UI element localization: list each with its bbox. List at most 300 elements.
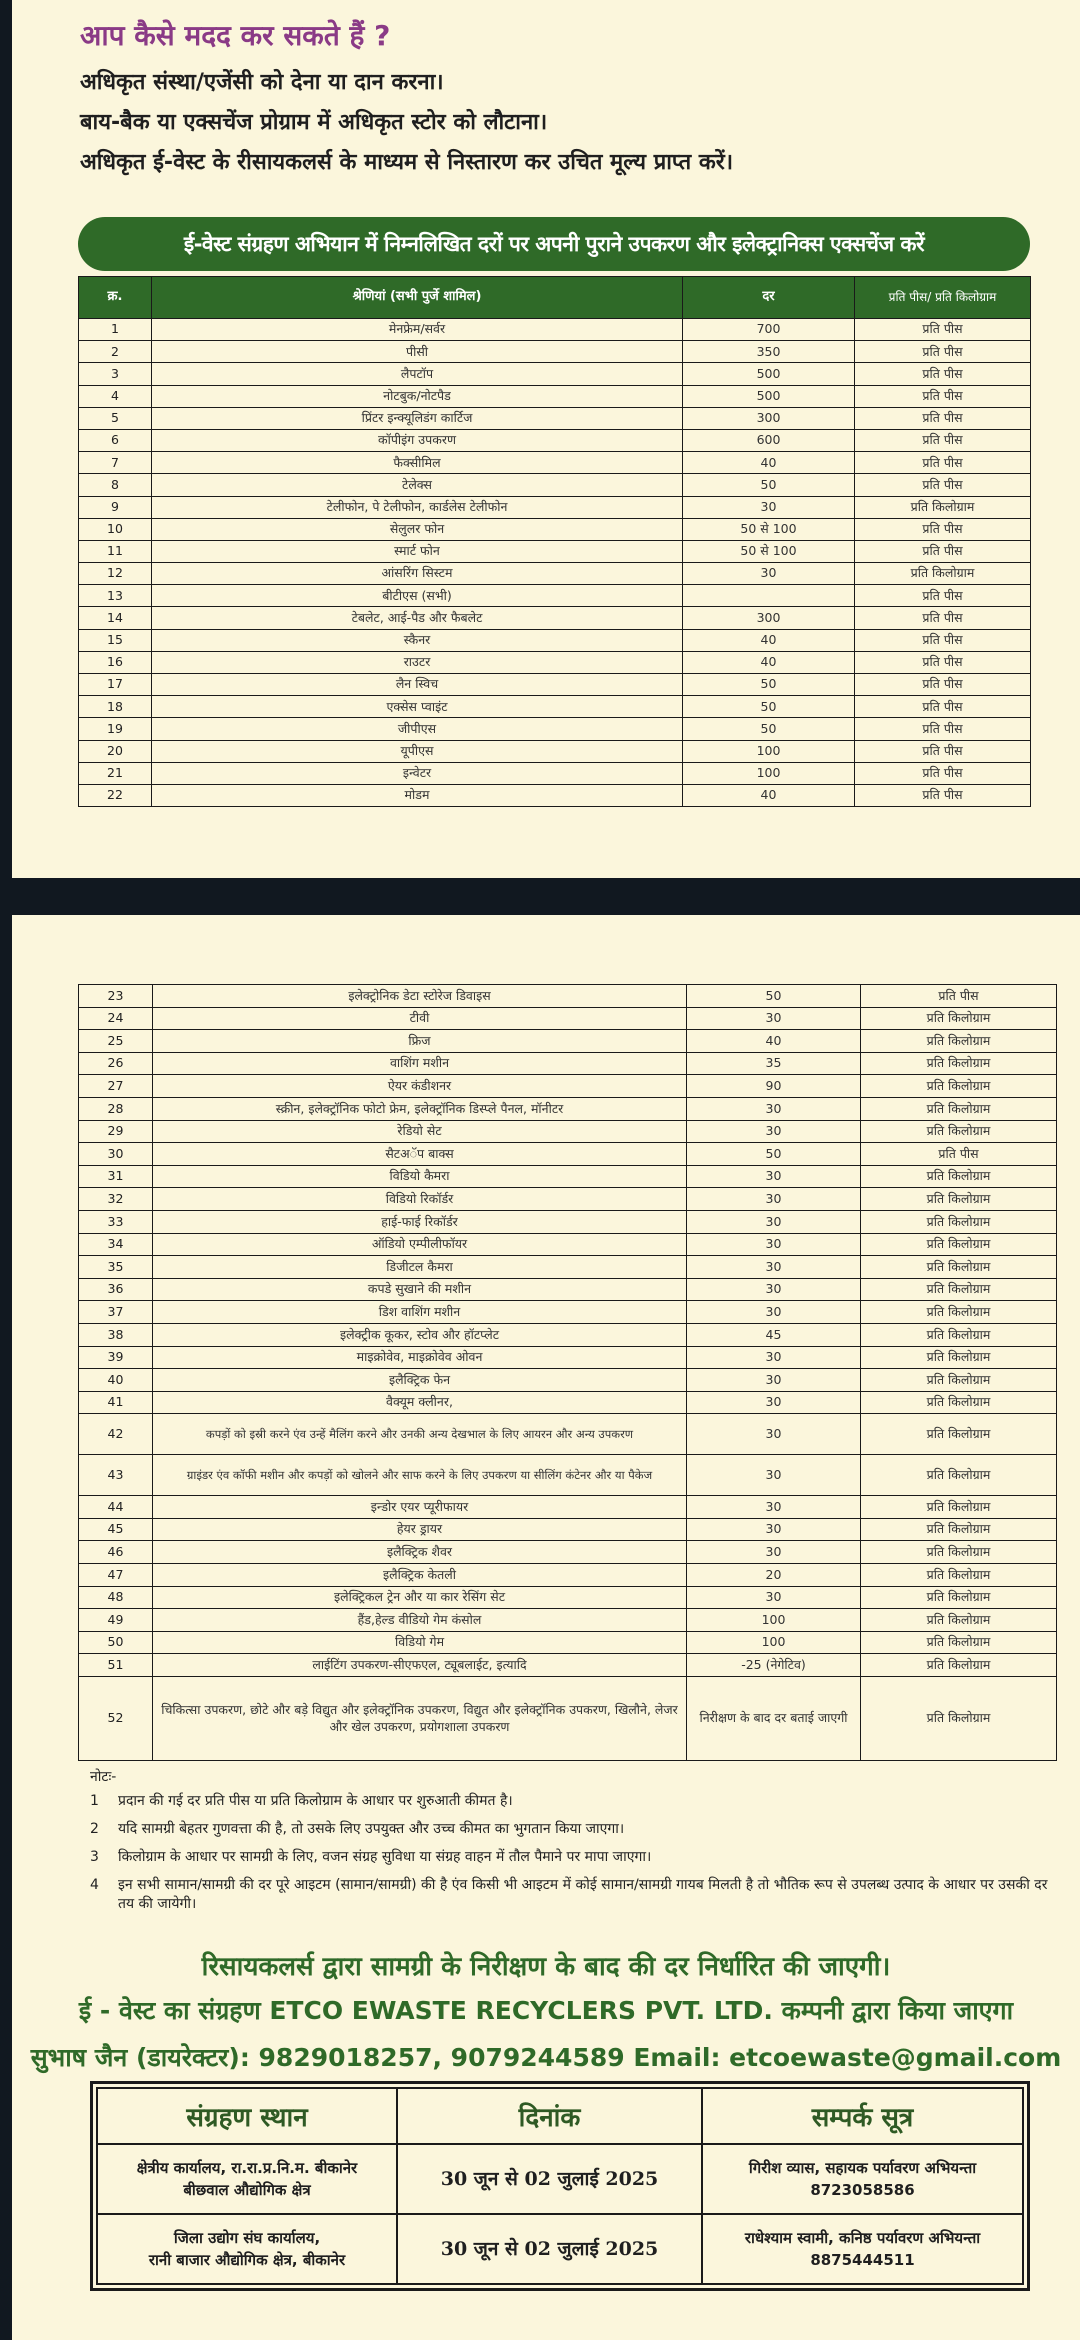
- table-row: [79, 563, 1031, 585]
- row-rate: 50: [683, 674, 855, 696]
- table-row: [79, 1233, 1057, 1256]
- table-row: [79, 385, 1031, 407]
- row-number: 1: [79, 319, 152, 341]
- row-unit: प्रति किलोग्राम: [861, 1391, 1057, 1414]
- row-number: 50: [79, 1631, 153, 1654]
- row-category: जीपीएस: [152, 718, 683, 740]
- row-category: कपडे सुखाने की मशीन: [153, 1278, 687, 1301]
- row-rate: 100: [683, 762, 855, 784]
- table-row: [79, 1586, 1057, 1609]
- note-number: 4: [90, 1876, 99, 1893]
- row-number: 36: [79, 1278, 153, 1301]
- table-row: [79, 718, 1031, 740]
- page-sheet-1: [12, 0, 1080, 878]
- row-number: 31: [79, 1165, 153, 1188]
- row-number: 2: [79, 341, 152, 363]
- row-number: 21: [79, 762, 152, 784]
- table-row: [79, 1120, 1057, 1143]
- table-row: [79, 1188, 1057, 1211]
- row-rate: 30: [687, 1369, 861, 1392]
- row-rate: 40: [683, 651, 855, 673]
- row-rate: -25 (नेगेटिव): [687, 1654, 861, 1677]
- header-collection-place: संग्रहण स्थान: [97, 2088, 397, 2144]
- row-unit: प्रति किलोग्राम: [861, 1677, 1057, 1761]
- table-row: [79, 319, 1031, 341]
- notes-section: [90, 1767, 1050, 1922]
- note-number: 3: [90, 1848, 99, 1865]
- page-sheet-2: [12, 915, 1080, 2340]
- row-rate: 50: [687, 1143, 861, 1166]
- row-rate: निरीक्षण के बाद दर बताई जाएगी: [687, 1677, 861, 1761]
- row-rate: 30: [687, 1120, 861, 1143]
- table-row: [79, 1097, 1057, 1120]
- table-row: [79, 1346, 1057, 1369]
- row-unit: प्रति पीस: [855, 784, 1031, 806]
- row-rate: 350: [683, 341, 855, 363]
- collection-centres-table: [96, 2087, 1024, 2285]
- row-rate: 50: [683, 696, 855, 718]
- row-category: लैन स्विच: [152, 674, 683, 696]
- row-rate: [683, 585, 855, 607]
- row-rate: 100: [683, 740, 855, 762]
- row-rate: 600: [683, 429, 855, 451]
- table-row: [79, 607, 1031, 629]
- row-rate: 30: [687, 1165, 861, 1188]
- help-line-3: अधिकृत ई-वेस्ट के रीसायकलर्स के माध्यम से निस्तारण कर उचित मूल्य प्राप्त करें।: [80, 150, 734, 175]
- table-row: [79, 1143, 1057, 1166]
- note-number: 2: [90, 1820, 99, 1837]
- row-number: 13: [79, 585, 152, 607]
- row-number: 48: [79, 1586, 153, 1609]
- row-unit: प्रति किलोग्राम: [861, 1564, 1057, 1587]
- row-unit: प्रति पीस: [855, 385, 1031, 407]
- row-unit: प्रति किलोग्राम: [861, 1052, 1057, 1075]
- row-category: रेडियो सेट: [153, 1120, 687, 1143]
- row-number: 39: [79, 1346, 153, 1369]
- row-category: इन्डोर एयर प्यूरीफायर: [153, 1496, 687, 1519]
- row-category: माइक्रोवेव, माइक्रोवेव ओवन: [153, 1346, 687, 1369]
- row-number: 4: [79, 385, 152, 407]
- table-row: [79, 1369, 1057, 1392]
- row-unit: प्रति पीस: [861, 985, 1057, 1008]
- row-number: 9: [79, 496, 152, 518]
- table-row: [79, 1278, 1057, 1301]
- header-category: श्रेणियां (सभी पुर्जे शामिल): [152, 277, 683, 319]
- row-number: 27: [79, 1075, 153, 1098]
- collection-place: जिला उद्योग संघ कार्यालय, रानी बाजार औद्योगिक क्षेत्र, बीकानेर: [97, 2214, 397, 2284]
- help-line-1: अधिकृत संस्था/एजेंसी को देना या दान करना।: [80, 70, 444, 95]
- table-row: [79, 496, 1031, 518]
- row-number: 42: [79, 1414, 153, 1455]
- row-unit: प्रति किलोग्राम: [861, 1346, 1057, 1369]
- row-unit: प्रति पीस: [861, 1143, 1057, 1166]
- table-row: [79, 1518, 1057, 1541]
- row-rate: 40: [683, 629, 855, 651]
- row-number: 14: [79, 607, 152, 629]
- rates-table-part-2: [78, 984, 1057, 1761]
- row-unit: प्रति किलोग्राम: [861, 1609, 1057, 1632]
- row-number: 33: [79, 1210, 153, 1233]
- collection-date: 30 जून से 02 जुलाई 2025: [397, 2214, 702, 2284]
- row-rate: 40: [687, 1030, 861, 1053]
- row-category: स्मार्ट फोन: [152, 540, 683, 562]
- row-rate: 30: [687, 1188, 861, 1211]
- row-number: 37: [79, 1301, 153, 1324]
- row-unit: प्रति पीस: [855, 740, 1031, 762]
- header-rate: दर: [683, 277, 855, 319]
- table-row: [79, 1256, 1057, 1279]
- row-category: बीटीएस (सभी): [152, 585, 683, 607]
- row-rate: 50 से 100: [683, 518, 855, 540]
- header-contact: सम्पर्क सूत्र: [702, 2088, 1023, 2144]
- row-unit: प्रति किलोग्राम: [855, 563, 1031, 585]
- row-category: ऑडियो एम्पीलीफॉयर: [153, 1233, 687, 1256]
- row-rate: 50 से 100: [683, 540, 855, 562]
- table-row: [79, 1496, 1057, 1519]
- row-unit: प्रति पीस: [855, 718, 1031, 740]
- row-category: हाई-फाई रिकॉर्डर: [153, 1210, 687, 1233]
- row-rate: 30: [687, 1301, 861, 1324]
- row-category: चिकित्सा उपकरण, छोटे और बड़े विद्युत और इलेक्ट्रॉनिक उपकरण, विद्युत और इलेक्ट्रॉनिक उपकरण, खिलौने, लेजर और खेल उपकरण, प्रयोगशाला उपकरण: [153, 1677, 687, 1761]
- table-row: [79, 1455, 1057, 1496]
- row-category: टेबलेट, आई-पैड और फैबलेट: [152, 607, 683, 629]
- row-unit: प्रति पीस: [855, 674, 1031, 696]
- row-category: इलैक्ट्रिक फेन: [153, 1369, 687, 1392]
- row-number: 12: [79, 563, 152, 585]
- row-unit: प्रति पीस: [855, 341, 1031, 363]
- table-row: [79, 474, 1031, 496]
- row-category: कॉपीइंग उपकरण: [152, 429, 683, 451]
- table-row: [79, 1165, 1057, 1188]
- row-category: फ्रिज: [153, 1030, 687, 1053]
- row-number: 11: [79, 540, 152, 562]
- row-rate: 50: [687, 985, 861, 1008]
- row-number: 15: [79, 629, 152, 651]
- table-row: [79, 674, 1031, 696]
- table-row: [79, 1301, 1057, 1324]
- row-number: 16: [79, 651, 152, 673]
- row-category: इलैक्ट्रिक शैवर: [153, 1541, 687, 1564]
- row-unit: प्रति किलोग्राम: [861, 1165, 1057, 1188]
- row-unit: प्रति पीस: [855, 762, 1031, 784]
- table-row: [79, 1210, 1057, 1233]
- collection-company-line: ई - वेस्ट का संग्रहण ETCO EWASTE RECYCLERS PVT. LTD. कम्पनी द्वारा किया जाएगा: [78, 1996, 1014, 2025]
- row-unit: प्रति पीस: [855, 407, 1031, 429]
- row-category: मेनफ्रेम/सर्वर: [152, 319, 683, 341]
- row-unit: प्रति किलोग्राम: [861, 1414, 1057, 1455]
- table-row: [79, 740, 1031, 762]
- table-row: [79, 629, 1031, 651]
- row-unit: प्रति किलोग्राम: [861, 1075, 1057, 1098]
- note-text: किलोग्राम के आधार पर सामग्री के लिए, वजन संग्रह सुविधा या संग्रह वाहन में तौल पैमाने पर मापा जाएगा।: [118, 1848, 652, 1865]
- row-category: स्कैनर: [152, 629, 683, 651]
- row-number: 52: [79, 1677, 153, 1761]
- row-rate: 45: [687, 1323, 861, 1346]
- row-number: 26: [79, 1052, 153, 1075]
- row-category: टेलेक्स: [152, 474, 683, 496]
- row-unit: प्रति किलोग्राम: [861, 1323, 1057, 1346]
- row-unit: प्रति पीस: [855, 585, 1031, 607]
- table-row: [79, 1052, 1057, 1075]
- row-unit: प्रति पीस: [855, 629, 1031, 651]
- row-rate: 30: [687, 1097, 861, 1120]
- table-row: [79, 1541, 1057, 1564]
- row-number: 18: [79, 696, 152, 718]
- row-unit: प्रति पीस: [855, 607, 1031, 629]
- row-number: 22: [79, 784, 152, 806]
- row-category: सेलुलर फोन: [152, 518, 683, 540]
- row-unit: प्रति किलोग्राम: [861, 1210, 1057, 1233]
- collection-row: [97, 2214, 1023, 2284]
- row-unit: प्रति पीस: [855, 540, 1031, 562]
- row-number: 29: [79, 1120, 153, 1143]
- row-unit: प्रति किलोग्राम: [861, 1256, 1057, 1279]
- row-unit: प्रति पीस: [855, 319, 1031, 341]
- row-category: टीवी: [153, 1007, 687, 1030]
- row-number: 17: [79, 674, 152, 696]
- header-no: क्र.: [79, 277, 152, 319]
- row-number: 5: [79, 407, 152, 429]
- row-number: 35: [79, 1256, 153, 1279]
- table-row: [79, 1564, 1057, 1587]
- table-row: [79, 696, 1031, 718]
- note-item: [90, 1848, 1050, 1867]
- row-category: प्रिंटर इन्क्यूलिडंग कार्टिज: [152, 407, 683, 429]
- row-category: आंसरिंग सिस्टम: [152, 563, 683, 585]
- table-row: [79, 429, 1031, 451]
- row-unit: प्रति किलोग्राम: [861, 1455, 1057, 1496]
- row-rate: 100: [687, 1609, 861, 1632]
- row-unit: प्रति पीस: [855, 518, 1031, 540]
- row-number: 20: [79, 740, 152, 762]
- row-category: इलेक्ट्रोनिक डेटा स्टोरेज डिवाइस: [153, 985, 687, 1008]
- note-item: [90, 1876, 1050, 1914]
- row-category: ग्राइंडर एंव कॉफी मशीन और कपड़ों को खोलने और साफ करने के लिए उपकरण या सीलिंग कंटेनर और या पैकेज: [153, 1455, 687, 1496]
- row-number: 3: [79, 363, 152, 385]
- row-category: एक्सेस प्वाइंट: [152, 696, 683, 718]
- note-item: [90, 1792, 1050, 1811]
- row-category: पीसी: [152, 341, 683, 363]
- row-category: डिजीटल कैमरा: [153, 1256, 687, 1279]
- row-rate: 50: [683, 474, 855, 496]
- row-number: 23: [79, 985, 153, 1008]
- row-rate: 30: [687, 1496, 861, 1519]
- row-category: यूपीएस: [152, 740, 683, 762]
- table-row: [79, 585, 1031, 607]
- table-row: [79, 407, 1031, 429]
- row-rate: 500: [683, 385, 855, 407]
- note-number: 1: [90, 1793, 99, 1809]
- collection-row: [97, 2144, 1023, 2214]
- row-rate: 30: [687, 1414, 861, 1455]
- row-category: इलैक्ट्रिक केतली: [153, 1564, 687, 1587]
- row-rate: 30: [687, 1233, 861, 1256]
- row-category: राउटर: [152, 651, 683, 673]
- row-category: विडियो रिकॉर्डर: [153, 1188, 687, 1211]
- row-rate: 30: [687, 1210, 861, 1233]
- row-number: 30: [79, 1143, 153, 1166]
- rates-table-part-1: [78, 276, 1031, 807]
- row-rate: 35: [687, 1052, 861, 1075]
- row-unit: प्रति पीस: [855, 363, 1031, 385]
- row-rate: 300: [683, 607, 855, 629]
- row-unit: प्रति किलोग्राम: [861, 1496, 1057, 1519]
- row-unit: प्रति पीस: [855, 651, 1031, 673]
- row-category: इलेक्ट्रीक कूकर, स्टोव और हॉटप्लेट: [153, 1323, 687, 1346]
- table-row: [79, 1391, 1057, 1414]
- row-unit: प्रति किलोग्राम: [861, 1120, 1057, 1143]
- row-category: कपड़ों को इस्री करने एंव उन्हें मैलिंग करने और उनकी अन्य देखभाल के लिए आयरन और अन्य उपकरण: [153, 1414, 687, 1455]
- row-unit: प्रति किलोग्राम: [861, 1586, 1057, 1609]
- row-category: हेयर ड्रायर: [153, 1518, 687, 1541]
- row-category: इलेक्ट्रिकल ट्रेन और या कार रेसिंग सेट: [153, 1586, 687, 1609]
- row-category: लैपटॉप: [152, 363, 683, 385]
- exchange-banner: ई-वेस्ट संग्रहण अभियान में निम्नलिखित दरों पर अपनी पुराने उपकरण और इलेक्ट्रानिक्स एक्सचेंज करें: [78, 217, 1030, 271]
- row-category: स्क्रीन, इलेक्ट्रॉनिक फोटो फ्रेम, इलेक्ट्रॉनिक डिस्प्ले पैनल, मॉनीटर: [153, 1097, 687, 1120]
- row-unit: प्रति किलोग्राम: [861, 1233, 1057, 1256]
- row-number: 38: [79, 1323, 153, 1346]
- director-contact-line: सुभाष जैन (डायरेक्टर): 9829018257, 9079244589 Email: etcoewaste@gmail.com: [30, 2043, 1062, 2072]
- row-unit: प्रति किलोग्राम: [861, 1030, 1057, 1053]
- row-rate: 700: [683, 319, 855, 341]
- row-number: 28: [79, 1097, 153, 1120]
- row-rate: 500: [683, 363, 855, 385]
- notes-heading: नोटः-: [90, 1769, 117, 1785]
- row-rate: 30: [687, 1391, 861, 1414]
- row-rate: 30: [687, 1518, 861, 1541]
- row-rate: 90: [687, 1075, 861, 1098]
- row-unit: प्रति पीस: [855, 429, 1031, 451]
- row-number: 25: [79, 1030, 153, 1053]
- collection-date: 30 जून से 02 जुलाई 2025: [397, 2144, 702, 2214]
- row-number: 47: [79, 1564, 153, 1587]
- collection-place: क्षेत्रीय कार्यालय, रा.रा.प्र.नि.म. बीकानेर बीछवाल औद्योगिक क्षेत्र: [97, 2144, 397, 2214]
- help-title: आप कैसे मदद कर सकते हैं ?: [80, 19, 391, 52]
- row-rate: 30: [687, 1256, 861, 1279]
- row-category: मोडम: [152, 784, 683, 806]
- row-rate: 30: [687, 1541, 861, 1564]
- row-number: 44: [79, 1496, 153, 1519]
- collection-contact: राधेश्याम स्वामी, कनिष्ठ पर्यावरण अभियन्ता 8875444511: [702, 2214, 1023, 2284]
- table-row: [79, 1030, 1057, 1053]
- table-row: [79, 1323, 1057, 1346]
- row-category: विडियो गेम: [153, 1631, 687, 1654]
- row-number: 8: [79, 474, 152, 496]
- row-category: नोटबुक/नोटपैड: [152, 385, 683, 407]
- table-row: [79, 363, 1031, 385]
- note-text: यदि सामग्री बेहतर गुणवत्ता की है, तो उसके लिए उपयुक्त और उच्च कीमत का भुगतान किया जाएगा।: [118, 1820, 625, 1837]
- row-rate: 50: [683, 718, 855, 740]
- table-row: [79, 1654, 1057, 1677]
- table-row: [79, 985, 1057, 1008]
- row-category: इन्वेटर: [152, 762, 683, 784]
- row-category: हैंड,हेल्ड वीडियो गेम कंसोल: [153, 1609, 687, 1632]
- row-number: 45: [79, 1518, 153, 1541]
- table-row: [79, 1007, 1057, 1030]
- collection-contact: गिरीश व्यास, सहायक पर्यावरण अभियन्ता 8723058586: [702, 2144, 1023, 2214]
- row-unit: प्रति किलोग्राम: [861, 1301, 1057, 1324]
- row-number: 34: [79, 1233, 153, 1256]
- row-rate: 30: [687, 1455, 861, 1496]
- recycler-inspection-line: रिसायकलर्स द्वारा सामग्री के निरीक्षण के बाद की दर निर्धारित की जाएगी।: [201, 1952, 891, 1982]
- table-row: [79, 651, 1031, 673]
- row-number: 46: [79, 1541, 153, 1564]
- row-category: वाशिंग मशीन: [153, 1052, 687, 1075]
- row-number: 19: [79, 718, 152, 740]
- row-rate: 30: [683, 496, 855, 518]
- row-rate: 40: [683, 452, 855, 474]
- table-row: [79, 1631, 1057, 1654]
- table-row: [79, 1609, 1057, 1632]
- row-category: ऐयर कंडीशनर: [153, 1075, 687, 1098]
- row-rate: 100: [687, 1631, 861, 1654]
- table-row: [79, 452, 1031, 474]
- row-number: 41: [79, 1391, 153, 1414]
- row-number: 40: [79, 1369, 153, 1392]
- note-text: प्रदान की गई दर प्रति पीस या प्रति किलोग्राम के आधार पर शुरुआती कीमत है।: [118, 1793, 513, 1809]
- table-row: [79, 784, 1031, 806]
- row-rate: 30: [687, 1586, 861, 1609]
- row-rate: 20: [687, 1564, 861, 1587]
- row-unit: प्रति किलोग्राम: [855, 496, 1031, 518]
- row-unit: प्रति किलोग्राम: [861, 1541, 1057, 1564]
- header-date: दिनांक: [397, 2088, 702, 2144]
- row-category: लाईटिंग उपकरण-सीएफएल, ट्यूबलाईट, इत्यादि: [153, 1654, 687, 1677]
- row-unit: प्रति किलोग्राम: [861, 1097, 1057, 1120]
- row-number: 24: [79, 1007, 153, 1030]
- row-category: विडियो कैमरा: [153, 1165, 687, 1188]
- row-number: 43: [79, 1455, 153, 1496]
- row-category: फैक्सीमिल: [152, 452, 683, 474]
- row-unit: प्रति किलोग्राम: [861, 1631, 1057, 1654]
- note-item: [90, 1820, 1050, 1839]
- header-unit: प्रति पीस/ प्रति किलोग्राम: [855, 277, 1031, 319]
- table-row: [79, 341, 1031, 363]
- row-category: डिश वाशिंग मशीन: [153, 1301, 687, 1324]
- row-rate: 40: [683, 784, 855, 806]
- row-category: वैक्यूम क्लीनर,: [153, 1391, 687, 1414]
- table-row: [79, 1677, 1057, 1761]
- row-unit: प्रति किलोग्राम: [861, 1278, 1057, 1301]
- row-number: 7: [79, 452, 152, 474]
- row-rate: 30: [687, 1346, 861, 1369]
- row-category: टेलीफोन, पे टेलीफोन, कार्डलेस टेलीफोन: [152, 496, 683, 518]
- row-unit: प्रति पीस: [855, 474, 1031, 496]
- row-unit: प्रति पीस: [855, 452, 1031, 474]
- row-rate: 30: [683, 563, 855, 585]
- row-unit: प्रति किलोग्राम: [861, 1188, 1057, 1211]
- row-unit: प्रति किलोग्राम: [861, 1369, 1057, 1392]
- row-rate: 30: [687, 1278, 861, 1301]
- row-category: सैटअॅप बाक्स: [153, 1143, 687, 1166]
- row-rate: 300: [683, 407, 855, 429]
- row-unit: प्रति किलोग्राम: [861, 1518, 1057, 1541]
- row-rate: 30: [687, 1007, 861, 1030]
- row-number: 49: [79, 1609, 153, 1632]
- note-text: इन सभी सामान/सामग्री की दर पूरे आइटम (सामान/सामग्री) की है एंव किसी भी आइटम में कोई सामान/सामग्री गायब मिलती है तो भौतिक रूप से उपलब्ध उत्पाद के आधार पर उसकी दर तय की जायेगी।: [118, 1876, 1048, 1912]
- table-row: [79, 1414, 1057, 1455]
- row-number: 10: [79, 518, 152, 540]
- table-row: [79, 762, 1031, 784]
- row-number: 32: [79, 1188, 153, 1211]
- table-row: [79, 540, 1031, 562]
- table-row: [79, 518, 1031, 540]
- row-number: 6: [79, 429, 152, 451]
- row-unit: प्रति किलोग्राम: [861, 1654, 1057, 1677]
- help-line-2: बाय-बैक या एक्सचेंज प्रोग्राम में अधिकृत स्टोर को लौटाना।: [80, 110, 548, 135]
- row-unit: प्रति पीस: [855, 696, 1031, 718]
- row-number: 51: [79, 1654, 153, 1677]
